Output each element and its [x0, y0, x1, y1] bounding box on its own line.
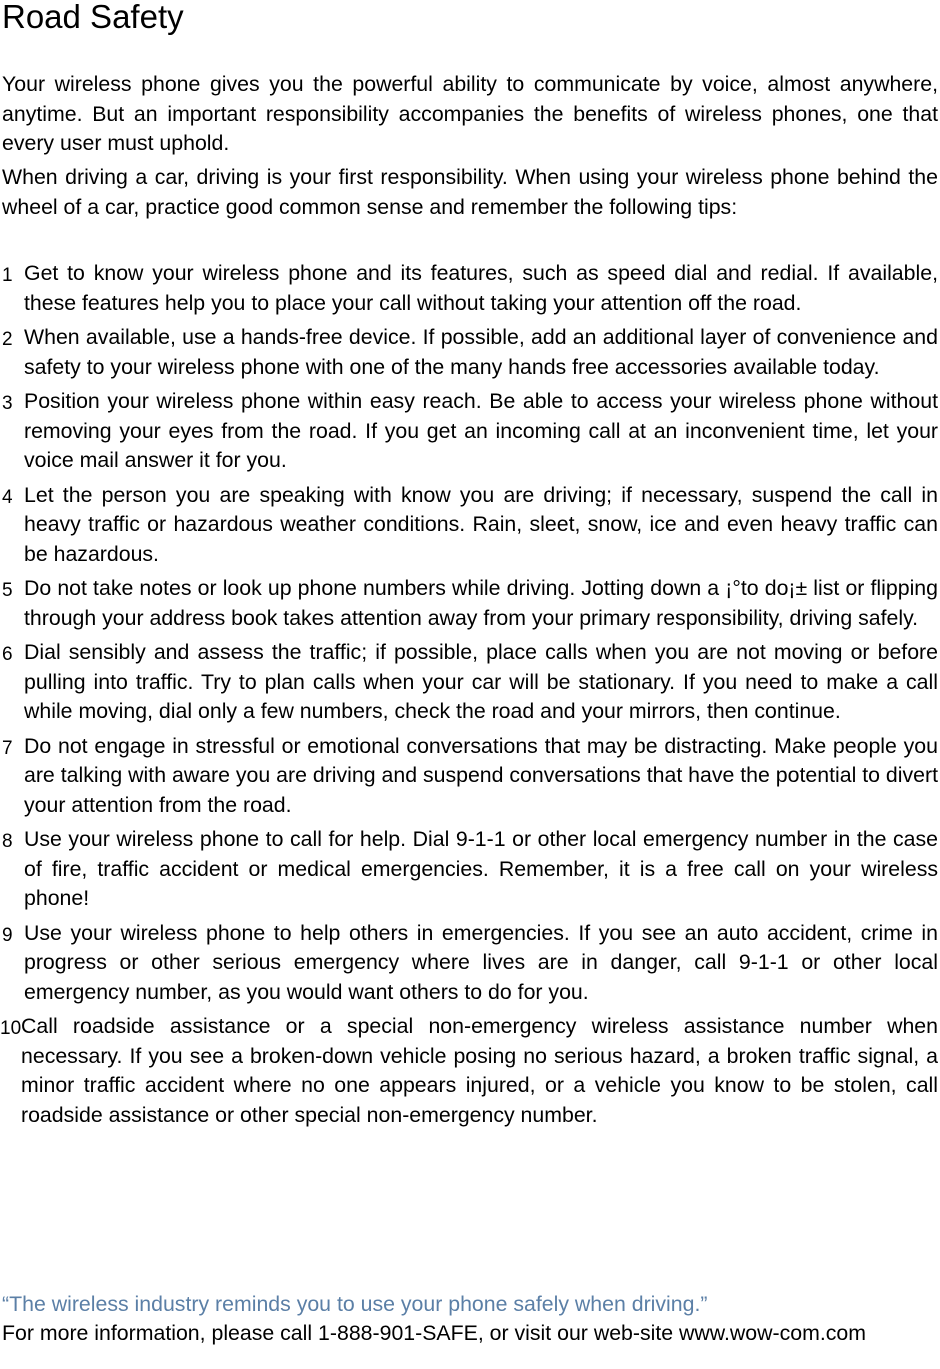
- tip-text: Call roadside assistance or a special non-emergency wireless assistance number when necessary. If you see a broken-down vehicle posing no serious hazard, a broken traffic signal, a minor traffic accident where no one appears injured, or a vehicle you know to be stolen, call roadside assistance or other special non-emergency number.: [21, 1014, 938, 1127]
- tip-item: [0, 825, 938, 914]
- tip-number: 6: [2, 644, 13, 665]
- tip-item: [0, 574, 938, 633]
- tip-item: [0, 732, 938, 821]
- tip-item: [0, 919, 938, 1008]
- footer-contact-info: For more information, please call 1-888-901-SAFE, or visit our web-site www.wow-com.com: [2, 1321, 867, 1345]
- tip-item: [0, 638, 938, 727]
- tip-text: Let the person you are speaking with know you are driving; if necessary, suspend the call in heavy traffic or hazardous weather conditions. Rain, sleet, snow, ice and even heavy traffic can be hazardous.: [24, 482, 938, 566]
- intro-paragraph-1: Your wireless phone gives you the powerful ability to communicate by voice, almost anywhere, anytime. But an important responsibility accompanies the benefits of wireless phones, one that every user must uphold.: [2, 72, 938, 155]
- tip-text: When available, use a hands-free device. If possible, add an additional layer of convenience and safety to your wireless phone with one of the many hands free accessories available today.: [24, 325, 938, 379]
- tip-text: Position your wireless phone within easy reach. Be able to access your wireless phone without removing your eyes from the road. If you get an incoming call at an inconvenient time, let your voice mail answer it for you.: [24, 389, 938, 472]
- tip-text: Use your wireless phone to help others in emergencies. If you see an auto accident, crime in progress or other serious emergency where lives are in danger, call 9-1-1 or other local emergency number, as you would want others to do for you.: [24, 920, 938, 1004]
- safety-quote: “The wireless industry reminds you to use your phone safely when driving.”: [2, 1292, 708, 1316]
- tip-number: 1: [2, 265, 13, 286]
- tip-number: 7: [2, 737, 13, 759]
- tip-item: [0, 387, 938, 476]
- page-title: Road Safety: [2, 0, 184, 35]
- tip-item: [0, 259, 938, 318]
- tip-number: 5: [2, 580, 13, 601]
- tip-item: [0, 481, 938, 570]
- tip-text: Do not engage in stressful or emotional conversations that may be distracting. Make people you are talking with aware you are driving and suspend conversations that have the potential to divert your attention from the road.: [24, 733, 938, 817]
- tip-text: Get to know your wireless phone and its features, such as speed dial and redial. If available, these features help you to place your call without taking your attention off the road.: [24, 261, 938, 315]
- tip-text: Do not take notes or look up phone numbers while driving. Jotting down a ¡°to do¡± list or flipping through your address book takes attention away from your primary responsibility, driving safely.: [24, 576, 938, 630]
- tips-list: [0, 259, 940, 1135]
- tip-number: 4: [2, 486, 13, 508]
- tip-number: 9: [2, 924, 13, 946]
- tip-number: 10: [0, 1018, 22, 1039]
- tip-text: Use your wireless phone to call for help. Dial 9-1-1 or other local emergency number in the case of fire, traffic accident or medical emergencies. Remember, it is a free call on your wireless phone!: [24, 827, 938, 910]
- tip-item: [0, 1012, 938, 1130]
- tip-text: Dial sensibly and assess the traffic; if possible, place calls when you are not moving or before pulling into traffic. Try to plan calls when your car will be stationary. If you need to make a call while moving, dial only a few numbers, check the road and your mirrors, then continue.: [24, 640, 938, 723]
- tip-number: 3: [2, 393, 13, 414]
- tip-number: 2: [2, 329, 13, 350]
- tip-number: 8: [2, 831, 13, 852]
- intro-paragraph-2: When driving a car, driving is your first responsibility. When using your wireless phone behind the wheel of a car, practice good common sense and remember the following tips:: [2, 165, 938, 219]
- tip-item: [0, 323, 938, 382]
